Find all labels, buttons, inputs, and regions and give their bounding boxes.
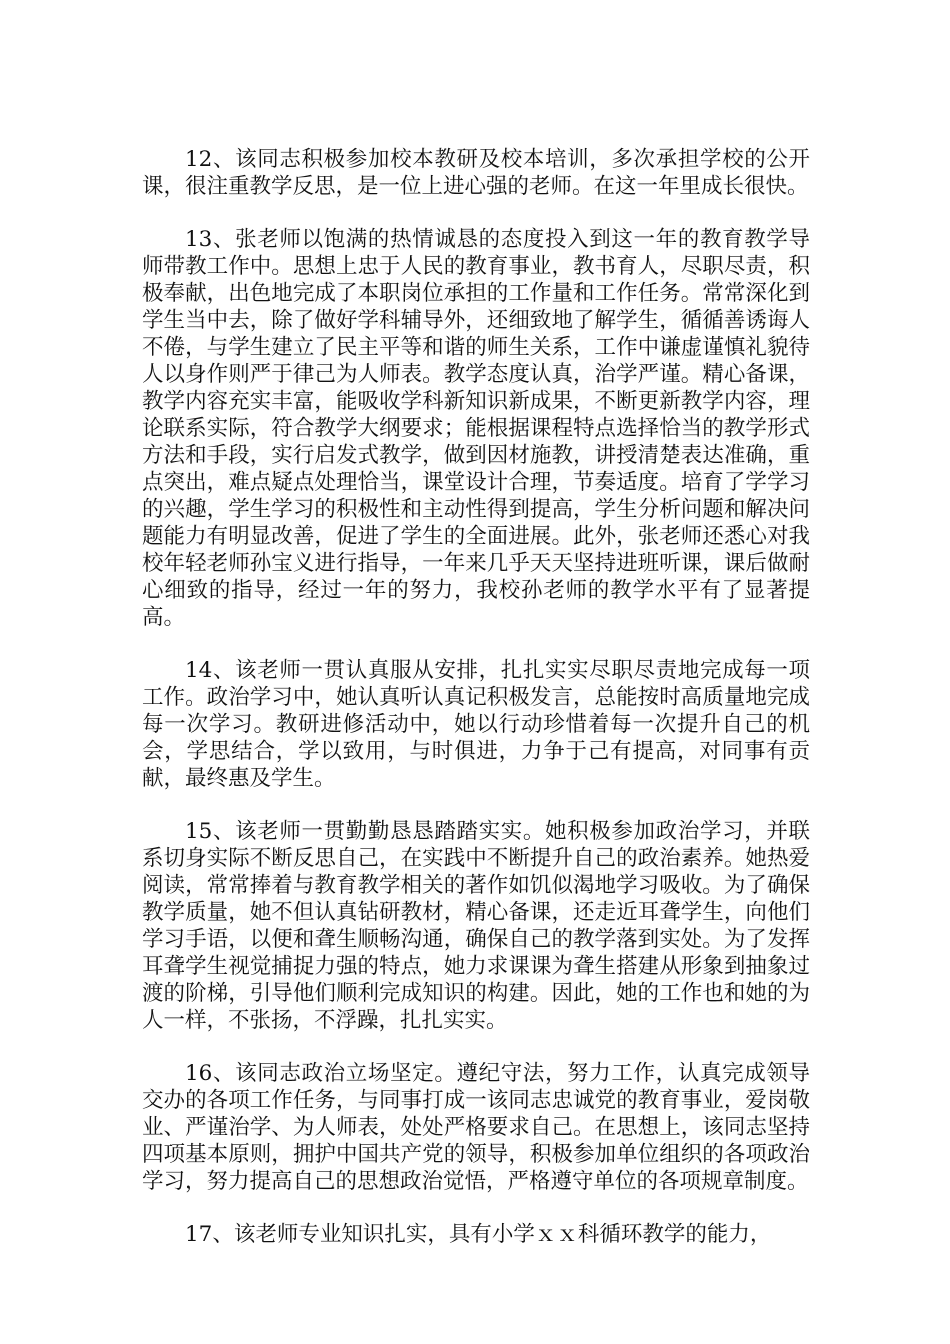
paragraph-15: 15、该老师一贯勤勤恳恳踏踏实实。她积极参加政治学习，并联系切身实际不断反思自己，在实践中不断提升自己的政治素养。她热爱阅读，常常捧着与教育教学相关的著作如饥似渴地学习吸收。为了确保教学质量，她不但认真钻研教材，精心备课，还走近耳聋学生，向他们学习手语，以便和聋生顺畅沟通，确保自己的教学落到实处。为了发挥耳聋学生视觉捕捉力强的特点，她力求课课为聋生搭建从形象到抽象过渡的阶梯，引导他们顺利完成知识的构建。因此，她的工作也和她的为人一样，不张扬，不浮躁，扎扎实实。 — [142, 819, 810, 1033]
paragraph-17: 17、该老师专业知识扎实，具有小学ｘｘ科循环教学的能力， — [185, 1222, 772, 1247]
paragraph-13: 13、张老师以饱满的热情诚恳的态度投入到这一年的教育教学导师带教工作中。思想上忠于人民的教育事业，教书育人，尽职尽责，积极奉献，出色地完成了本职岗位承担的工作量和工作任务。常常深化到学生当中去，除了做好学科辅导外，还细致地了解学生，循循善诱诲人不倦，与学生建立了民主平等和谐的师生关系，工作中谦虚谨慎礼貌待人以身作则严于律己为人师表。教学态度认真，治学严谨。精心备课，教学内容充实丰富，能吸收学科新知识新成果，不断更新教学内容，理论联系实际，符合教学大纲要求；能根据课程特点选择恰当的教学形式方法和手段，实行启发式教学，做到因材施教，讲授清楚表达准确，重点突出，难点疑点处理恰当，课堂设计合理，节奏适度。培育了学学习的兴趣，学生学习的积极性和主动性得到提高，学生分析问题和解决问题能力有明显改善，促进了学生的全面进展。此外，张老师还悉心对我校年轻老师孙宝义进行指导，一年来几乎天天坚持进班听课，课后做耐心细致的指导，经过一年的努力，我校孙老师的教学水平有了显著提高。 — [142, 227, 810, 630]
paragraph-14: 14、该老师一贯认真服从安排，扎扎实实尽职尽责地完成每一项工作。政治学习中，她认真听认真记积极发言，总能按时高质量地完成每一次学习。教研进修活动中，她以行动珍惜着每一次提升自己的机会，学思结合，学以致用，与时俱进，力争于己有提高，对同事有贡献，最终惠及学生。 — [142, 658, 810, 791]
paragraph-16: 16、该同志政治立场坚定。遵纪守法，努力工作，认真完成领导交办的各项工作任务，与同事打成一该同志忠诚党的教育事业，爱岗敬业、严谨治学、为人师表，处处严格要求自己。在思想上，该同志坚持四项基本原则，拥护中国共产党的领导，积极参加单位组织的各项政治学习，努力提高自己的思想政治觉悟，严格遵守单位的各项规章制度。 — [142, 1061, 810, 1194]
document-body — [142, 146, 810, 1274]
paragraph-12: 12、该同志积极参加校本教研及校本培训，多次承担学校的公开课，很注重教学反思，是一位上进心强的老师。在这一年里成长很快。 — [142, 147, 810, 199]
